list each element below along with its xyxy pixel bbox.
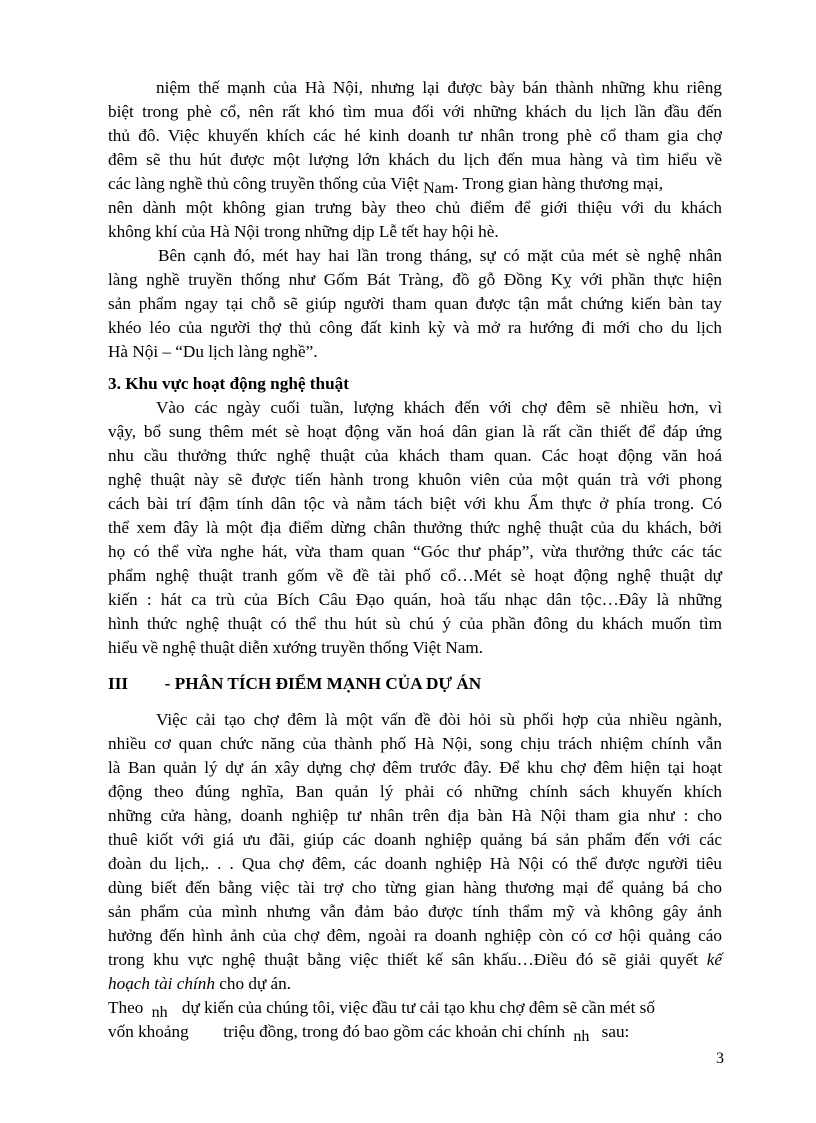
text-line: thể xem đây là một địa điểm dừng chân thưởng thức nghệ thuật của du khách, bởi <box>108 518 722 537</box>
text-line: khéo léo của người thợ thủ công đất kinh kỳ và mở ra hướng đi mới cho du lịch <box>108 318 722 337</box>
italic-text: kế <box>706 950 722 969</box>
text-line: biệt trong phè cổ, nên rất khó tìm mua đối với những khách du lịch lần đầu đến <box>108 102 722 121</box>
heading-number: III <box>108 674 129 693</box>
text-line: nhiều cơ quan chức năng của thành phố Hà Nội, song chịu trách nhiệm chính vẫn <box>108 734 722 753</box>
text-line: những cửa hàng, doanh nghiệp tư nhân trên địa bàn Hà Nội tham gia như : cho <box>108 806 722 825</box>
text-line: động theo đúng nghĩa, Ban quản lý phải có những chính sách khuyến khích <box>108 782 722 801</box>
subscript-text: nh <box>573 1028 590 1045</box>
text-span: trong khu vực nghệ thuật bằng việc thiết kế sân khấu…Điều đó sẽ giải quyết <box>108 950 698 969</box>
text-line: hình thức nghệ thuật có thể thu hút sù chú ý của phần đông du khách muốn tìm <box>108 614 722 633</box>
text-line: thuê kiốt với giá ưu đãi, giúp các doanh nghiệp quảng bá sản phẩm đến với các <box>108 830 722 849</box>
text-line: họ có thể vừa nghe hát, vừa tham quan “Góc thư pháp”, vừa thưởng thức các tác <box>108 542 722 561</box>
page-number: 3 <box>716 1050 724 1067</box>
text-line: Vào các ngày cuối tuần, lượng khách đến với chợ đêm sẽ nhiều hơn, vì <box>156 398 722 417</box>
text-line: đêm sẽ thu hút được một lượng lớn khách du lịch đến mua hàng và tìm hiểu về <box>108 150 722 169</box>
text-line: không khí của Hà Nội trong những dịp Lễ tết hay hội hè. <box>108 222 499 241</box>
text-span: dự kiến của chúng tôi, việc đầu tư cải tạo khu chợ đêm sẽ cần mét số <box>181 998 655 1017</box>
text-line: thủ đô. Việc khuyến khích các hé kinh doanh tư nhân trong phè cổ tham gia chợ <box>108 126 722 145</box>
text-line <box>108 972 722 996</box>
subscript-text: nh <box>151 1004 168 1021</box>
text-line: Việc cải tạo chợ đêm là một vấn đề đòi hỏi sù phối hợp của nhiều ngành, <box>156 710 722 729</box>
italic-text: hoạch tài chính <box>108 974 215 993</box>
text-line: sản phẩm ngay tại chỗ sẽ giúp người tham quan được tận mắt chứng kiến bàn tay <box>108 294 722 313</box>
text-line: cách bài trí đậm tính dân tộc và nằm tách biệt với khu Ẩm thực ở phía trong. Có <box>108 494 722 513</box>
text-line: nhu cầu thưởng thức nghệ thuật của khách tham quan. Các hoạt động văn hoá <box>108 446 722 465</box>
text-line: phẩm nghệ thuật tranh gốm về đề tài phố cổ…Mét sè hoạt động nghệ thuật dự <box>108 566 722 585</box>
text-line: Bên cạnh đó, mét hay hai lần trong tháng, sự có mặt của mét sè nghệ nhân <box>158 246 722 265</box>
section-heading: 3. Khu vực hoạt động nghệ thuật <box>108 374 349 393</box>
text-line <box>108 172 722 196</box>
text-line: nghệ thuật này sẽ được tiến hành trong khuôn viên của một quán trà với phong <box>108 470 722 489</box>
text-line: là Ban quản lý dự án xây dựng chợ đêm trước đây. Để khu chợ đêm hiện tại hoạt <box>108 758 722 777</box>
text-line: hiểu về nghệ thuật diễn xướng truyền thống Việt Nam. <box>108 638 484 657</box>
heading-text: - PHÂN TÍCH ĐIỂM MẠNH CỦA DỰ ÁN <box>164 674 482 693</box>
text-line <box>108 1020 722 1044</box>
text-line: Hà Nội – “Du lịch làng nghề”. <box>108 342 318 361</box>
text-span: . Trong gian hàng thương mại, <box>454 174 664 193</box>
text-span: triệu đồng, trong đó bao gồm các khoản chi chính <box>223 1022 566 1041</box>
text-line: dùng biết đến bằng việc tài trợ cho từng gian hàng thương mại để quảng bá cho <box>108 878 722 897</box>
text-span: Theo <box>108 998 144 1017</box>
text-line: hưởng đến hình ảnh của chợ đêm, ngoài ra doanh nghiệp còn có cơ hội quảng cáo <box>108 926 722 945</box>
text-line: niệm thế mạnh của Hà Nội, nhưng lại được bày bán thành những khu riêng <box>156 78 722 97</box>
text-line: làng nghề truyền thống như Gốm Bát Tràng, đồ gỗ Đồng Kỵ với phần thực hiện <box>108 270 722 289</box>
text-line <box>108 948 722 972</box>
text-span: vốn khoảng <box>108 1022 189 1041</box>
text-line: sản phẩm của mình nhưng vẫn đảm bảo được tính thẩm mỹ và không gây ảnh <box>108 902 722 921</box>
text-span: các làng nghề thủ công truyền thống của Việt <box>108 174 419 193</box>
text-span: sau: <box>601 1022 630 1041</box>
text-span: cho dự án. <box>219 974 292 993</box>
text-line: đoàn du lịch,. . . Qua chợ đêm, các doanh nghiệp Hà Nội có thể được người tiêu <box>108 854 722 873</box>
section-heading-iii <box>108 672 481 696</box>
text-line: nên dành một không gian trưng bày theo chủ điểm để giới thiệu với du khách <box>108 198 722 217</box>
text-line: kiến : hát ca trù của Bích Câu Đạo quán, hoà tấu nhạc dân tộc…Đây là những <box>108 590 722 609</box>
text-line: vậy, bổ sung thêm mét sè hoạt động văn hoá dân gian là rất cần thiết để đáp ứng <box>108 422 722 441</box>
subscript-text: Nam <box>423 180 455 197</box>
text-line <box>108 996 722 1020</box>
